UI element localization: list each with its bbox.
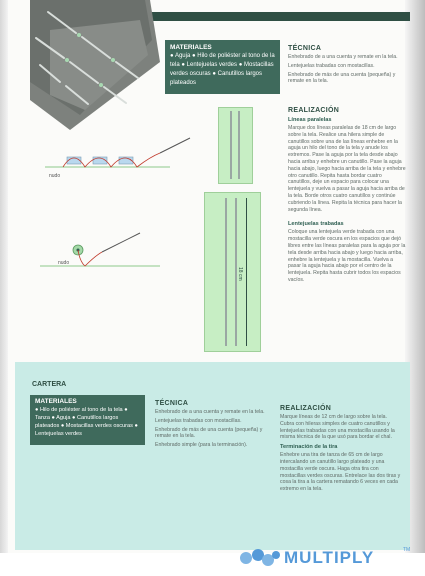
material-item: Lentejuelas verdes <box>186 62 238 68</box>
lentejuelas-text: Coloque una lentejuela verde trabada con una mostacilla verde oscura en los espacios que dejó libres entre las líneas paralelas para la aguja por la tela desde arriba hacia abajo y luego hacia arriba, enhebre la lentejuela y la mostacilla. Vuelva a pasar la aguja hacia abajo por el centro de la lentejuela. Repita hasta cubrir todos los espacios vacíos. <box>288 229 406 283</box>
material-item: Tanza <box>35 415 50 421</box>
page-left-edge <box>0 0 8 576</box>
tecnica-line: Enhebrado de más de una cuenta (pequeña) y remate en la tela. <box>155 426 263 440</box>
bullet-icon: ● <box>72 415 76 421</box>
bullet-icon: ● <box>35 407 39 413</box>
tecnica-line: Lentejuelas trabadas con mostacillas. <box>288 62 375 69</box>
material-item: Lentejuelas verdes <box>35 431 82 437</box>
lentejuelas-title: Lentejuelas trabadas <box>288 221 344 228</box>
cartera-materials-list <box>35 406 140 438</box>
logo-tm: TM <box>403 547 411 553</box>
lineas-paralelas-text: Marque dos líneas paralelas de 18 cm de largo sobre la tela. Realice una hilera simple de canutillos sobre una de las líneas enhebre en la aguja un hilo del tono de la tela y anude los extremos. Pase la aguja por la tela desde abajo hacia arriba y enhebre un canutillo. Pase la aguja hacia abajo, luego hacia arriba de la tela y enhebre otro canutillo. Repita hasta bordar cuatro canutillos, deje un espacio para colocar una lentejuela y vuelva a pasar la aguja hacia arriba de la tela. Borde otros cuatro canutillos y continúe cubriendo la línea. Repita la técnica para hacer la segunda línea. <box>288 125 406 213</box>
materials-list <box>170 52 275 88</box>
multiply-logo <box>238 545 418 569</box>
dimension-line <box>246 198 247 346</box>
tecnica-line: Enhebrado de más de una cuenta (pequeña) y remate en la tela. <box>288 71 396 85</box>
bead-line <box>225 198 227 346</box>
cartera-materials-box <box>30 395 145 445</box>
tecnica-line: Lentejuelas trabadas con mostacillas. <box>155 417 242 424</box>
materials-box <box>165 40 280 94</box>
bead-line <box>230 111 232 179</box>
stitch-illustration-1 <box>45 135 195 185</box>
tecnica-line: Enhebrado de a una cuenta y remate en la tela. <box>288 54 398 60</box>
materials-title: MATERIALES <box>170 44 212 51</box>
cartera-realizacion-section <box>280 405 402 493</box>
tecnica-title: TÉCNICA <box>288 45 322 52</box>
logo-wordmark: MULTIPLY <box>284 548 375 567</box>
cartera-tecnica-title: TÉCNICA <box>155 400 189 407</box>
bullet-icon: ● <box>134 423 138 429</box>
material-item: Hilo de poliéster al tono de la tela <box>39 407 123 413</box>
bullet-icon: ● <box>192 53 196 59</box>
terminacion-text: Enhebre una tira de tanza de 65 cm de largo intercalando un canutillo largo plateado y una mostacilla verde oscura. Haga otra tira con mostacillas verdes oscuras. Entrelace las dos tiras y cosa la tira a la cartera rematando 6 veces en cada extremo en la tela. <box>280 452 401 493</box>
cartera-title: CARTERA <box>32 381 67 388</box>
tecnica-section <box>288 45 403 85</box>
bullet-icon: ● <box>212 71 216 77</box>
cartera-materials-title: MATERIALES <box>35 398 77 405</box>
material-item: Canutillos largos plateados <box>35 415 119 429</box>
tecnica-line: Enhebrado simple (para la terminación). <box>155 442 248 449</box>
material-item: Mostacillas verdes oscuras <box>170 62 274 77</box>
material-item: Hilo de poliéster al tono de la tela <box>170 53 275 68</box>
bullet-icon: ● <box>170 53 174 59</box>
realizacion-title: REALIZACIÓN <box>288 107 340 114</box>
material-item: Canutillos largos plateados <box>170 71 263 86</box>
dimension-label: 18 cm <box>237 267 243 281</box>
bead-strip-short <box>218 107 253 184</box>
bullet-icon: ● <box>181 62 185 68</box>
logo-dots-icon <box>238 547 282 569</box>
cartera-realizacion-text: Marque líneas de 12 cm de largo sobre la tela. Cubra con hileras simples de cuatro canutillos y lentejuelas trabadas con una mostacilla usando la misma técnica de la que usó para bordar el chal. <box>280 414 395 441</box>
realizacion-section <box>288 107 406 284</box>
bead-line <box>238 111 240 179</box>
material-item: Aguja <box>56 415 71 421</box>
nudo-label: nudo <box>49 173 61 179</box>
bullet-icon: ● <box>51 415 55 421</box>
bullet-icon: ● <box>60 423 65 429</box>
bead-strip-long <box>204 192 261 352</box>
terminacion-title: Terminación de la tira <box>280 444 338 451</box>
material-item: Aguja <box>174 53 191 59</box>
cartera-tecnica-section <box>155 400 273 449</box>
fabric-photo <box>30 0 160 130</box>
tecnica-line: Enhebrado de a una cuenta y remate en la tela. <box>155 409 265 415</box>
material-item: Mostacillas verdes oscuras <box>65 423 133 429</box>
bullet-icon: ● <box>238 62 243 68</box>
stitch-illustration-2 <box>40 228 170 278</box>
cartera-realizacion-title: REALIZACIÓN <box>280 405 332 412</box>
bullet-icon: ● <box>124 407 128 413</box>
nudo-label: nudo <box>58 260 70 266</box>
lineas-paralelas-title: Líneas paralelas <box>288 117 332 123</box>
